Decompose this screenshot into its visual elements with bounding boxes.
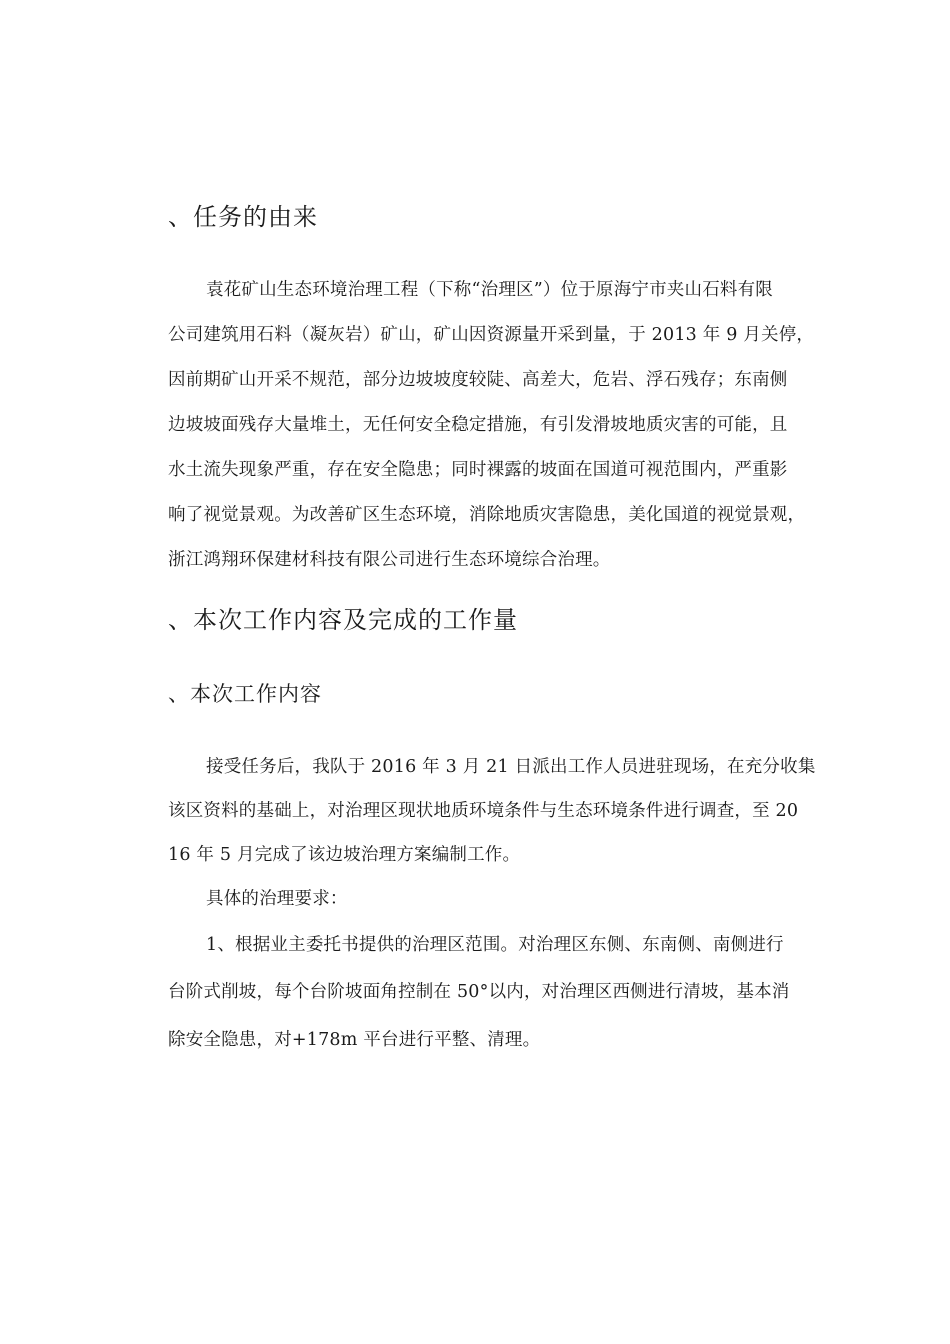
paragraph-line: 响了视觉景观。为改善矿区生态环境，消除地质灾害隐患，美化国道的视觉景观， [168, 505, 806, 525]
paragraph-line: 公司建筑用石料（凝灰岩）矿山，矿山因资源量开采到量，于 2013 年 9 月关停， [168, 325, 815, 345]
subsection-heading: 、本次工作内容 [168, 682, 322, 706]
paragraph-line: 台阶式削坡，每个台阶坡面角控制在 50°以内，对治理区西侧进行清坡，基本消 [168, 982, 790, 1002]
paragraph-line: 边坡坡面残存大量堆土，无任何安全稳定措施，有引发滑坡地质灾害的可能，且 [168, 415, 788, 435]
paragraph-line: 16 年 5 月完成了该边坡治理方案编制工作。 [168, 845, 521, 865]
paragraph-line: 除安全隐患，对+178m 平台进行平整、清理。 [168, 1030, 541, 1050]
paragraph-line: 浙江鸿翔环保建材科技有限公司进行生态环境综合治理。 [168, 550, 611, 570]
paragraph-line: 该区资料的基础上，对治理区现状地质环境条件与生态环境条件进行调查，至 20 [168, 801, 799, 821]
section-heading-work-content: 、本次工作内容及完成的工作量 [168, 606, 518, 634]
paragraph-line: 袁花矿山生态环境治理工程（下称“治理区”）位于原海宁市夹山石料有限 [206, 280, 773, 300]
paragraph-line: 水土流失现象严重，存在安全隐患；同时裸露的坡面在国道可视范围内，严重影 [168, 460, 788, 480]
paragraph-line: 1、根据业主委托书提供的治理区范围。对治理区东侧、东南侧、南侧进行 [206, 935, 784, 955]
section-heading-task-origin: 、任务的由来 [168, 203, 318, 231]
paragraph-line: 具体的治理要求： [206, 889, 348, 909]
paragraph-line: 接受任务后，我队于 2016 年 3 月 21 日派出工作人员进驻现场，在充分收集 [206, 757, 816, 777]
paragraph-line: 因前期矿山开采不规范，部分边坡坡度较陡、高差大，危岩、浮石残存；东南侧 [168, 370, 788, 390]
